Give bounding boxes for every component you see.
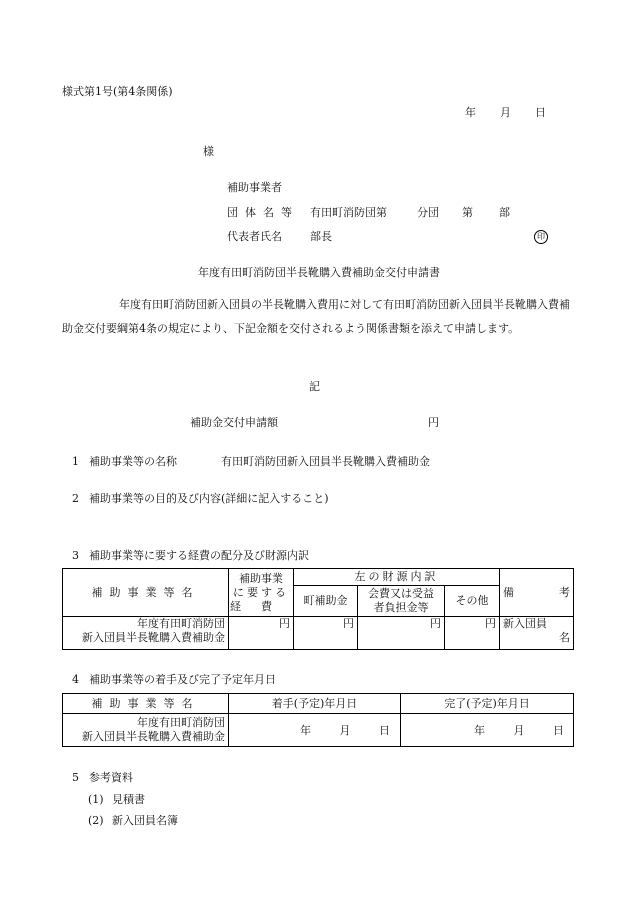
org-dai: 第 [462,206,473,219]
amount-label: 補助金交付申請額 [190,416,278,429]
table3-remarks-line2: 名 [559,631,571,644]
rep-label: 代表者氏名 [227,230,282,243]
table4-start-month: 月 [339,724,351,737]
ref1-label: 見積書 [112,793,145,806]
table4-end-year: 年 [474,724,485,737]
table3-header-name: 補助事業等名 [63,569,229,617]
table3-cost-yen: 円 [229,617,294,650]
table4-start-date [229,714,401,747]
item3-number: 3 [72,549,79,562]
header-date-day: 日 [535,106,546,119]
item5-number: 5 [72,771,79,784]
table3-fee-yen: 円 [358,617,445,650]
amount-unit: 円 [428,416,439,429]
table4-start-year: 年 [300,724,311,737]
table3-header-cost-line2: に要する [233,585,289,599]
table3-header-cost [229,569,294,617]
table3-row-name-line1: 年度有田町消防団 [137,617,225,630]
table3-header-cost-line3: 経費 [230,599,292,613]
table3-remarks-value [500,617,574,650]
document-body: 年度有田町消防団新入団員の半長靴購入費用に対して有田町消防団新入団員半長靴購入費補助金交付要綱第4条の規定により、下記金額を交付されるよう関係書類を添えて申請します。 [62,298,570,335]
table3-header-remarks [500,569,574,617]
table3-header-town: 町補助金 [294,586,358,617]
table3-header-fee-line1: 会費又は受益 [368,587,434,600]
table3-remarks-line1: 新入団員 [503,617,548,630]
table-row [63,617,574,650]
applicant-title: 補助事業者 [227,181,282,194]
expense-table [62,568,574,650]
org-bundan: 分団 [417,206,439,219]
table4-end-date [401,714,574,747]
item2-label: 補助事業等の目的及び内容(詳細に記入すること) [89,492,329,505]
table3-row-name-line2: 新入団員半長靴購入費補助金 [82,631,225,644]
table4-header-start: 着手(予定)年月日 [229,694,401,714]
item4-label: 補助事業等の着手及び完了予定年月日 [89,673,276,686]
item1-value: 有田町消防団新入団員半長靴購入費補助金 [221,455,430,468]
item5-label: 参考資料 [89,771,133,784]
ref1-number: (1) [88,793,104,806]
header-date-year: 年 [465,106,476,119]
table4-end-month: 月 [513,724,525,737]
table3-header-fee-line2: 者負担金等 [373,601,429,614]
table3-header-remarks-1: 備 [503,585,515,599]
item2-number: 2 [72,492,79,505]
ref2-label: 新入団員名簿 [112,814,178,827]
table3-other-yen: 円 [445,617,500,650]
table4-start-day: 日 [379,724,390,737]
table4-header-name: 補助事業等名 [63,694,229,714]
table-row [63,714,574,747]
table3-header-source: 左の財源内訳 [294,569,500,586]
document-title: 年度有田町消防団半長靴購入費補助金交付申請書 [198,266,440,279]
table3-header-remarks-2: 考 [559,585,571,599]
table3-header-other: その他 [445,586,500,617]
schedule-table [62,693,574,747]
table4-row-name-line2: 新入団員半長靴購入費補助金 [82,730,225,743]
ref2-number: (2) [88,814,104,827]
form-number: 様式第1号(第4条関係) [62,85,173,98]
rep-value: 部長 [310,230,332,243]
org-value: 有田町消防団第 [310,206,387,219]
table4-end-day: 日 [553,724,564,737]
org-label: 団体名等 [227,206,299,219]
table4-row-name-line1: 年度有田町消防団 [137,716,225,729]
table3-town-yen: 円 [294,617,358,650]
item3-label: 補助事業等に要する経費の配分及び財源内訳 [89,549,309,562]
item1-label: 補助事業等の名称 [89,455,177,468]
item1-number: 1 [72,455,79,468]
table4-header-end: 完了(予定)年月日 [401,694,574,714]
addressee-suffix: 様 [203,145,214,158]
org-bu: 部 [499,206,510,219]
table3-header-fee [358,586,445,617]
item4-number: 4 [72,673,79,686]
table4-row-name [63,714,229,747]
table3-row-name [63,617,229,650]
table3-header-cost-line1: 補助事業 [239,571,283,585]
seal-icon: 印 [534,230,548,244]
ki-label: 記 [309,380,320,393]
header-date-month: 月 [500,106,511,119]
